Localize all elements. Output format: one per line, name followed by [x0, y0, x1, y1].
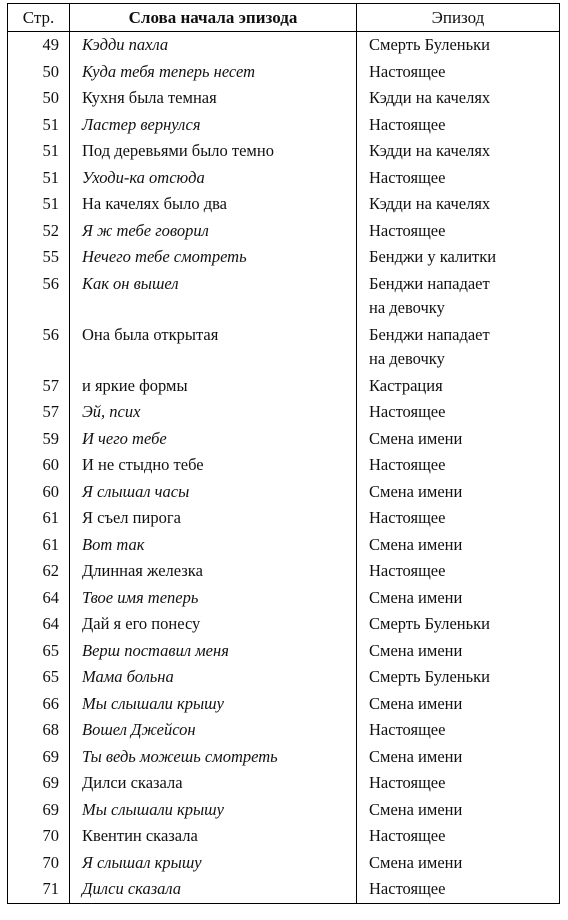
header-page: Стр. — [8, 4, 70, 32]
episode-text-line: Настоящее — [369, 826, 446, 845]
page-number-cell: 61 — [8, 505, 70, 532]
opening-words-cell: Я слышал часы — [70, 479, 357, 506]
table-row — [8, 59, 560, 86]
episode-text-line: Настоящее — [369, 879, 446, 898]
page-number-cell: 57 — [8, 373, 70, 400]
table-row — [8, 876, 560, 903]
page-number-cell: 56 — [8, 322, 70, 373]
episode-cell — [357, 850, 560, 877]
page-number-cell: 65 — [8, 664, 70, 691]
table-row — [8, 32, 560, 59]
episode-text-line: Кастрация — [369, 375, 443, 395]
page-number-cell: 62 — [8, 558, 70, 585]
episode-text-line: Бенджи нападает — [369, 273, 490, 293]
opening-words-cell: И чего тебе — [70, 426, 357, 453]
episode-text-line: Смена имени — [369, 693, 463, 713]
episode-text-line: Смерть Буленьки — [369, 35, 491, 54]
episode-text-line: Настоящее — [369, 402, 446, 421]
episode-text-line: на девочку — [369, 349, 445, 368]
episode-cell — [357, 585, 560, 612]
episode-text-line: Настоящее — [369, 773, 446, 792]
table-row — [8, 850, 560, 877]
table-row — [8, 165, 560, 192]
page-number-cell: 51 — [8, 138, 70, 165]
opening-words-cell: Твое имя теперь — [70, 585, 357, 612]
header-row — [8, 4, 560, 32]
opening-words-cell: Верш поставил меня — [70, 638, 357, 665]
opening-words-cell: Длинная железка — [70, 558, 357, 585]
episode-text-line: Смена имени — [369, 746, 463, 766]
table-body — [8, 32, 560, 904]
episode-cell — [357, 770, 560, 797]
table-row — [8, 611, 560, 638]
page-number-cell: 68 — [8, 717, 70, 744]
episode-cell — [357, 218, 560, 245]
opening-words-cell: Нечего тебе смотреть — [70, 244, 357, 271]
table-row — [8, 218, 560, 245]
opening-words-cell: Она была открытая — [70, 322, 357, 373]
page-number-cell: 69 — [8, 797, 70, 824]
opening-words-cell: На качелях было два — [70, 191, 357, 218]
episode-text-line: Смена имени — [369, 481, 463, 501]
page-number-cell: 70 — [8, 850, 70, 877]
episode-cell — [357, 558, 560, 585]
episode-text-line: Настоящее — [369, 455, 446, 474]
table-row — [8, 191, 560, 218]
opening-words-cell: Эй, псих — [70, 399, 357, 426]
opening-words-cell: Вошел Джейсон — [70, 717, 357, 744]
episode-cell — [357, 691, 560, 718]
episode-cell — [357, 112, 560, 139]
table-row — [8, 426, 560, 453]
table-row — [8, 744, 560, 771]
episodes-table — [7, 3, 560, 904]
episode-text-line: Настоящее — [369, 61, 446, 81]
opening-words-cell: Дай я его понесу — [70, 611, 357, 638]
episode-text-line: Смена имени — [369, 640, 463, 660]
episode-cell — [357, 191, 560, 218]
opening-words-cell: Дилси сказала — [70, 770, 357, 797]
opening-words-cell: И не стыдно тебе — [70, 452, 357, 479]
table-row — [8, 717, 560, 744]
episode-cell — [357, 876, 560, 903]
episodes-table-container — [7, 3, 559, 904]
table-row — [8, 452, 560, 479]
page-number-cell: 51 — [8, 165, 70, 192]
page-number-cell: 65 — [8, 638, 70, 665]
table-row — [8, 244, 560, 271]
episode-cell — [357, 373, 560, 400]
opening-words-cell: Я съел пирога — [70, 505, 357, 532]
table-row — [8, 558, 560, 585]
episode-text-line: Настоящее — [369, 167, 446, 187]
opening-words-cell: Ластер вернулся — [70, 112, 357, 139]
opening-words-cell: Ты ведь можешь смотреть — [70, 744, 357, 771]
episode-cell — [357, 138, 560, 165]
opening-words-cell: Я слышал крышу — [70, 850, 357, 877]
episode-text-line: Смерть Буленьки — [369, 667, 491, 686]
page-number-cell: 69 — [8, 770, 70, 797]
page-number-cell: 59 — [8, 426, 70, 453]
episode-text-line: Настоящее — [369, 561, 446, 580]
page-number-cell: 60 — [8, 452, 70, 479]
page-number-cell: 61 — [8, 532, 70, 559]
episode-cell — [357, 426, 560, 453]
page-number-cell: 49 — [8, 32, 70, 59]
opening-words-cell: Вот так — [70, 532, 357, 559]
page-number-cell: 69 — [8, 744, 70, 771]
opening-words-cell: и яркие формы — [70, 373, 357, 400]
opening-words-cell: Мы слышали крышу — [70, 797, 357, 824]
episode-text-line: Бенджи у калитки — [369, 247, 497, 266]
table-row — [8, 373, 560, 400]
episode-cell — [357, 505, 560, 532]
episode-cell — [357, 32, 560, 59]
episode-text-line: Настоящее — [369, 720, 446, 739]
opening-words-cell: Кухня была темная — [70, 85, 357, 112]
opening-words-cell: Под деревьями было темно — [70, 138, 357, 165]
table-row — [8, 479, 560, 506]
episode-cell — [357, 797, 560, 824]
table-row — [8, 797, 560, 824]
episode-text-line: Настоящее — [369, 220, 446, 240]
opening-words-cell: Мама больна — [70, 664, 357, 691]
page-number-cell: 50 — [8, 59, 70, 86]
episode-cell — [357, 611, 560, 638]
episode-text-line: Смена имени — [369, 799, 463, 819]
table-row — [8, 691, 560, 718]
table-row — [8, 664, 560, 691]
page-number-cell: 70 — [8, 823, 70, 850]
opening-words-cell: Куда тебя теперь несет — [70, 59, 357, 86]
page-number-cell: 71 — [8, 876, 70, 903]
episode-cell — [357, 322, 560, 373]
table-row — [8, 532, 560, 559]
opening-words-cell: Мы слышали крышу — [70, 691, 357, 718]
episode-text-line: Смена имени — [369, 428, 463, 448]
episode-text-line: Кэдди на качелях — [369, 88, 491, 107]
episode-text-line: на девочку — [369, 298, 445, 317]
episode-cell — [357, 85, 560, 112]
opening-words-cell: Кэдди пахла — [70, 32, 357, 59]
table-row — [8, 399, 560, 426]
episode-text-line: Настоящее — [369, 508, 446, 527]
table-row — [8, 505, 560, 532]
page-number-cell: 64 — [8, 611, 70, 638]
table-row — [8, 823, 560, 850]
opening-words-cell: Уходи-ка отсюда — [70, 165, 357, 192]
table-row — [8, 585, 560, 612]
table-row — [8, 112, 560, 139]
episode-text-line: Смена имени — [369, 852, 463, 872]
episode-cell — [357, 244, 560, 271]
page-number-cell: 51 — [8, 191, 70, 218]
opening-words-cell: Квентин сказала — [70, 823, 357, 850]
episode-text-line: Кэдди на качелях — [369, 194, 491, 213]
episode-cell — [357, 664, 560, 691]
episode-cell — [357, 271, 560, 322]
episode-cell — [357, 452, 560, 479]
table-header — [8, 4, 560, 32]
header-episode: Эпизод — [357, 4, 560, 32]
table-row — [8, 770, 560, 797]
page-number-cell: 50 — [8, 85, 70, 112]
header-words: Слова начала эпизода — [70, 4, 357, 32]
opening-words-cell: Как он вышел — [70, 271, 357, 322]
page-number-cell: 64 — [8, 585, 70, 612]
page-number-cell: 52 — [8, 218, 70, 245]
table-row — [8, 271, 560, 322]
episode-cell — [357, 823, 560, 850]
episode-cell — [357, 59, 560, 86]
page-number-cell: 57 — [8, 399, 70, 426]
episode-text-line: Смерть Буленьки — [369, 614, 491, 633]
episode-text-line: Настоящее — [369, 114, 446, 134]
page-number-cell: 66 — [8, 691, 70, 718]
table-row — [8, 638, 560, 665]
table-row — [8, 138, 560, 165]
page-number-cell: 60 — [8, 479, 70, 506]
opening-words-cell: Дилси сказала — [70, 876, 357, 903]
page-number-cell: 56 — [8, 271, 70, 322]
opening-words-cell: Я ж тебе говорил — [70, 218, 357, 245]
episode-cell — [357, 479, 560, 506]
episode-text-line: Бенджи нападает — [369, 324, 490, 344]
episode-cell — [357, 717, 560, 744]
episode-cell — [357, 638, 560, 665]
episode-cell — [357, 165, 560, 192]
episode-cell — [357, 744, 560, 771]
table-row — [8, 85, 560, 112]
table-row — [8, 322, 560, 373]
episode-cell — [357, 532, 560, 559]
episode-text-line: Смена имени — [369, 587, 463, 607]
episode-text-line: Кэдди на качелях — [369, 141, 491, 160]
episode-cell — [357, 399, 560, 426]
episode-text-line: Смена имени — [369, 534, 463, 554]
page-number-cell: 55 — [8, 244, 70, 271]
page-number-cell: 51 — [8, 112, 70, 139]
